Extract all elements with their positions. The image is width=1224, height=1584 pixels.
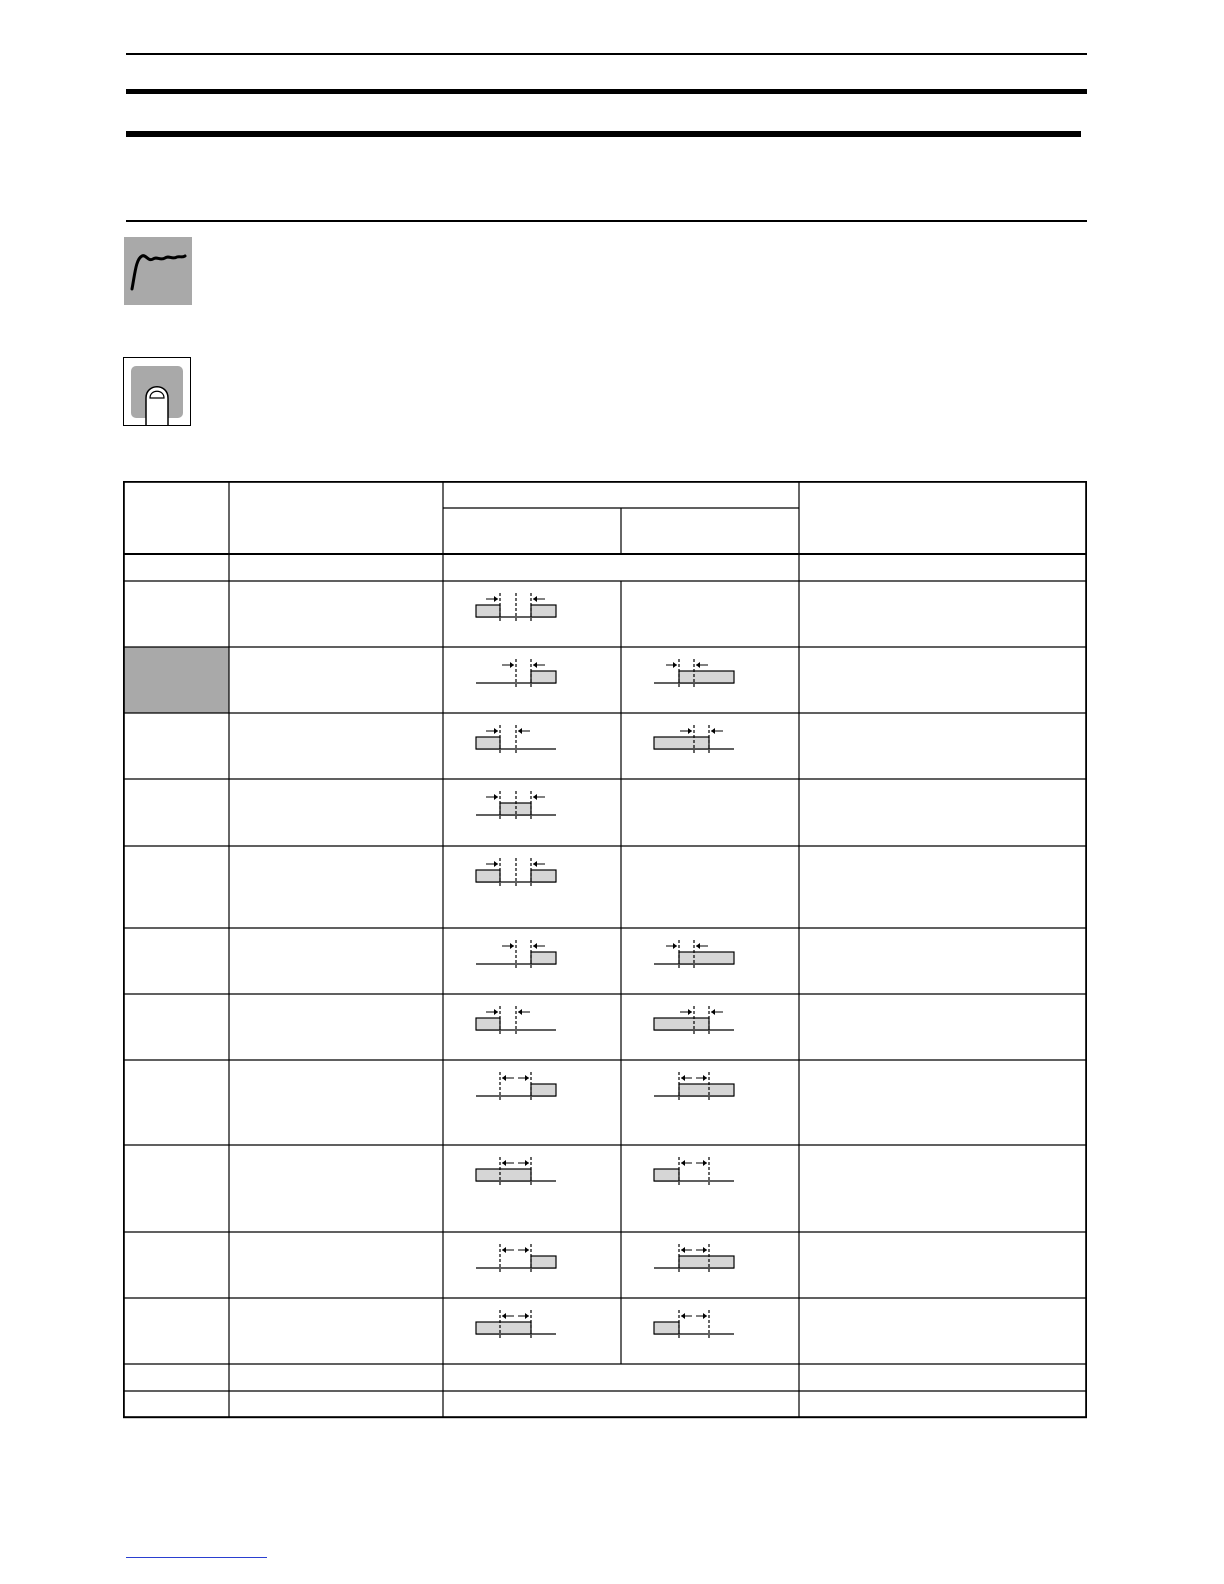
arrow-head xyxy=(688,728,692,734)
arrow-head xyxy=(681,1160,685,1166)
output-block xyxy=(531,952,556,964)
arrow-head xyxy=(681,1247,685,1253)
output-block xyxy=(654,1169,679,1181)
arrow-head xyxy=(518,1009,522,1015)
arrow-head xyxy=(703,1160,707,1166)
alarm-diagram-absolute-lower-small xyxy=(654,1157,734,1185)
header-rule-thick xyxy=(126,89,1087,94)
alarm-diagram-absolute-lower xyxy=(476,1157,556,1185)
output-block xyxy=(679,671,734,683)
arrow-head xyxy=(494,1009,498,1015)
table-grid xyxy=(123,481,1086,1418)
arrow-head xyxy=(494,596,498,602)
alarm-diagram-upper-limit-wide xyxy=(654,659,734,687)
alarm-diagram-range-inside xyxy=(476,791,556,819)
shaded-cell xyxy=(123,647,229,713)
alarm-diagram-upper-lower-deviation xyxy=(476,858,556,886)
arrow-head xyxy=(518,728,522,734)
alarm-diagram-lower-limit xyxy=(476,1006,556,1034)
finger-press-icon xyxy=(123,357,191,426)
arrow-head xyxy=(494,861,498,867)
output-block xyxy=(531,1084,556,1096)
arrow-head xyxy=(703,1313,707,1319)
output-block xyxy=(476,605,500,617)
output-block xyxy=(531,870,556,882)
alarm-diagram-lower-limit xyxy=(476,725,556,753)
output-block xyxy=(679,952,734,964)
alarm-diagram-absolute-upper xyxy=(476,1244,556,1272)
arrow-head xyxy=(533,596,537,602)
alarm-diagram-absolute-upper xyxy=(476,1072,556,1100)
arrow-head xyxy=(502,1075,506,1081)
arrow-head xyxy=(533,943,537,949)
footer-link-underline[interactable] xyxy=(126,1557,267,1558)
arrow-head xyxy=(681,1313,685,1319)
arrow-head xyxy=(525,1075,529,1081)
arrow-head xyxy=(703,1075,707,1081)
trend-curve-icon xyxy=(124,237,192,305)
output-block xyxy=(476,1018,500,1030)
alarm-diagram-absolute-lower-small xyxy=(654,1310,734,1338)
arrow-head xyxy=(673,943,677,949)
arrow-head xyxy=(533,861,537,867)
section-rule-thick xyxy=(126,131,1081,137)
arrow-head xyxy=(533,794,537,800)
output-block xyxy=(476,1322,531,1334)
alarm-diagram-absolute-upper-wide xyxy=(654,1244,734,1272)
arrow-head xyxy=(681,1075,685,1081)
alarm-diagram-lower-limit-wide xyxy=(654,725,734,753)
arrow-head xyxy=(711,728,715,734)
alarm-diagram-absolute-lower xyxy=(476,1310,556,1338)
arrow-head xyxy=(711,1009,715,1015)
subsection-rule xyxy=(126,220,1087,222)
output-block xyxy=(531,1256,556,1268)
arrow-head xyxy=(688,1009,692,1015)
alarm-diagram-upper-limit xyxy=(476,659,556,687)
table-border xyxy=(124,482,1086,1417)
arrow-head xyxy=(502,1247,506,1253)
arrow-head xyxy=(673,662,677,668)
arrow-head xyxy=(494,728,498,734)
arrow-head xyxy=(502,1160,506,1166)
output-block xyxy=(476,1169,531,1181)
arrow-head xyxy=(696,662,700,668)
output-block xyxy=(476,737,500,749)
arrow-head xyxy=(510,943,514,949)
output-block xyxy=(476,870,500,882)
alarm-diagram-lower-limit-wide xyxy=(654,1006,734,1034)
arrow-head xyxy=(525,1247,529,1253)
header-rule-top xyxy=(126,53,1087,55)
arrow-head xyxy=(510,662,514,668)
output-block xyxy=(531,671,556,683)
alarm-diagram-absolute-upper-wide xyxy=(654,1072,734,1100)
alarm-type-table xyxy=(123,481,1087,1421)
arrow-head xyxy=(525,1160,529,1166)
output-block xyxy=(679,1256,734,1268)
output-block xyxy=(531,605,556,617)
alarm-diagram-upper-lower-deviation xyxy=(476,593,556,621)
output-block xyxy=(679,1084,734,1096)
arrow-head xyxy=(502,1313,506,1319)
arrow-head xyxy=(525,1313,529,1319)
arrow-head xyxy=(696,943,700,949)
arrow-head xyxy=(533,662,537,668)
arrow-head xyxy=(494,794,498,800)
alarm-diagram-upper-limit-wide xyxy=(654,940,734,968)
alarm-diagram-upper-limit xyxy=(476,940,556,968)
output-block xyxy=(654,1018,709,1030)
arrow-head xyxy=(703,1247,707,1253)
output-block xyxy=(654,737,709,749)
output-block xyxy=(654,1322,679,1334)
